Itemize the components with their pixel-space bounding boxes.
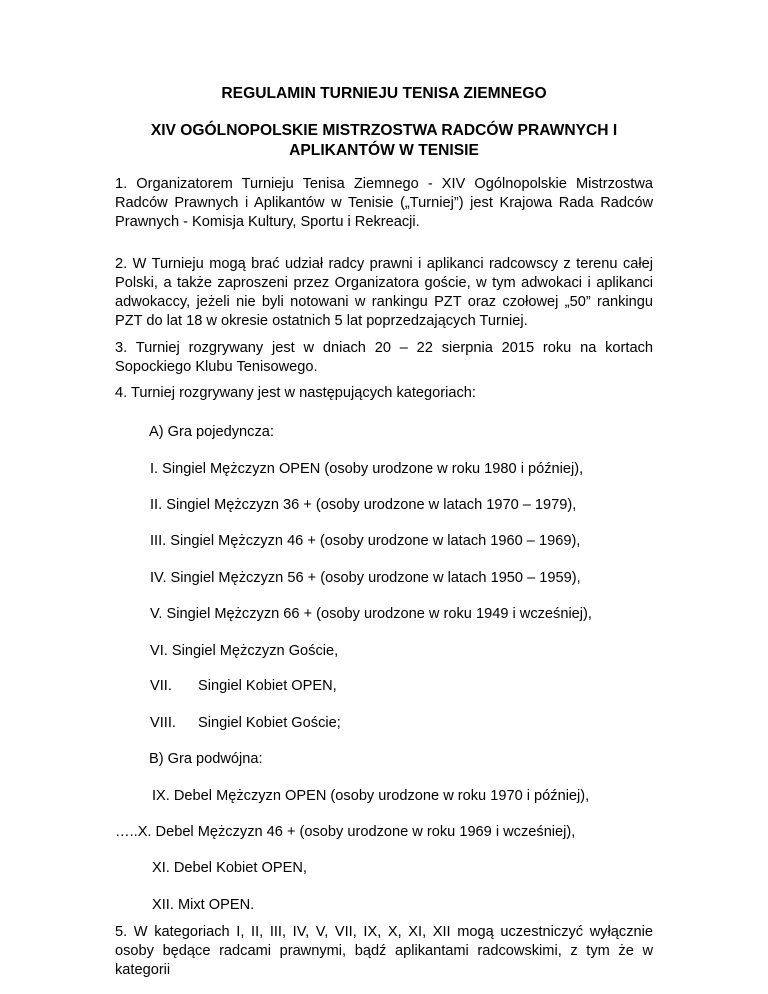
category-item: III. Singiel Mężczyzn 46 + (osoby urodzone w latach 1960 – 1969),	[150, 533, 581, 549]
category-item: V. Singiel Mężczyzn 66 + (osoby urodzone w roku 1949 i wcześniej),	[150, 606, 592, 622]
category-item: IX. Debel Mężczyzn OPEN (osoby urodzone w roku 1970 i później),	[152, 788, 590, 804]
category-item: IV. Singiel Mężczyzn 56 + (osoby urodzone w latach 1950 – 1959),	[150, 570, 581, 586]
category-item: …..X. Debel Mężczyzn 46 + (osoby urodzone w roku 1969 i wcześniej),	[115, 824, 576, 840]
category-item: II. Singiel Mężczyzn 36 + (osoby urodzone w latach 1970 – 1979),	[150, 497, 577, 513]
category-text: Singiel Kobiet Goście;	[198, 715, 341, 731]
paragraph-5: 5. W kategoriach I, II, III, IV, V, VII, IX, X, XI, XII mogą uczestniczyć wyłącznie osoby będące radcami prawnymi, bądź aplikantami radcowskimi, z tym że w kategorii	[115, 924, 653, 978]
category-group-singles: A) Gra pojedyncza:	[149, 424, 274, 440]
category-item: I. Singiel Mężczyzn OPEN (osoby urodzone w roku 1980 i później),	[150, 461, 584, 477]
paragraph-3: 3. Turniej rozgrywany jest w dniach 20 – 22 sierpnia 2015 roku na kortach Sopockiego Klubu Tenisowego.	[115, 340, 653, 375]
category-item: XI. Debel Kobiet OPEN,	[152, 860, 307, 876]
paragraph-4: 4. Turniej rozgrywany jest w następujących kategoriach:	[115, 385, 476, 401]
paragraph-2: 2. W Turnieju mogą brać udział radcy prawni i aplikanci radcowscy z terenu całej Polski, a także zaproszeni przez Organizatora goście, w tym adwokaci i aplikanci adwokaccy, jeżeli nie byli notowani w rankingu PZT oraz czołowej „50” rankingu PZT do lat 18 w okresie ostatnich 5 lat poprzedzających Turniej.	[115, 256, 653, 329]
paragraph-1: 1. Organizatorem Turnieju Tenisa Ziemnego - XIV Ogólnopolskie Mistrzostwa Radców Prawnych i Aplikantów w Tenisie („Turniej”) jest Krajowa Rada Radców Prawnych - Komisja Kultury, Sportu i Rekreacji.	[115, 176, 653, 230]
category-item: XII. Mixt OPEN.	[152, 897, 255, 913]
category-numeral: VII.	[150, 678, 172, 694]
category-numeral: VIII.	[150, 715, 176, 731]
document-title: REGULAMIN TURNIEJU TENISA ZIEMNEGO	[221, 85, 547, 102]
category-group-doubles: B) Gra podwójna:	[149, 751, 263, 767]
category-item	[150, 714, 341, 733]
category-item: VI. Singiel Mężczyzn Goście,	[150, 643, 339, 659]
document-subtitle: XIV OGÓLNOPOLSKIE MISTRZOSTWA RADCÓW PRAWNYCH I APLIKANTÓW W TENISIE	[150, 122, 618, 159]
category-item	[150, 677, 337, 696]
category-text: Singiel Kobiet OPEN,	[198, 678, 337, 694]
